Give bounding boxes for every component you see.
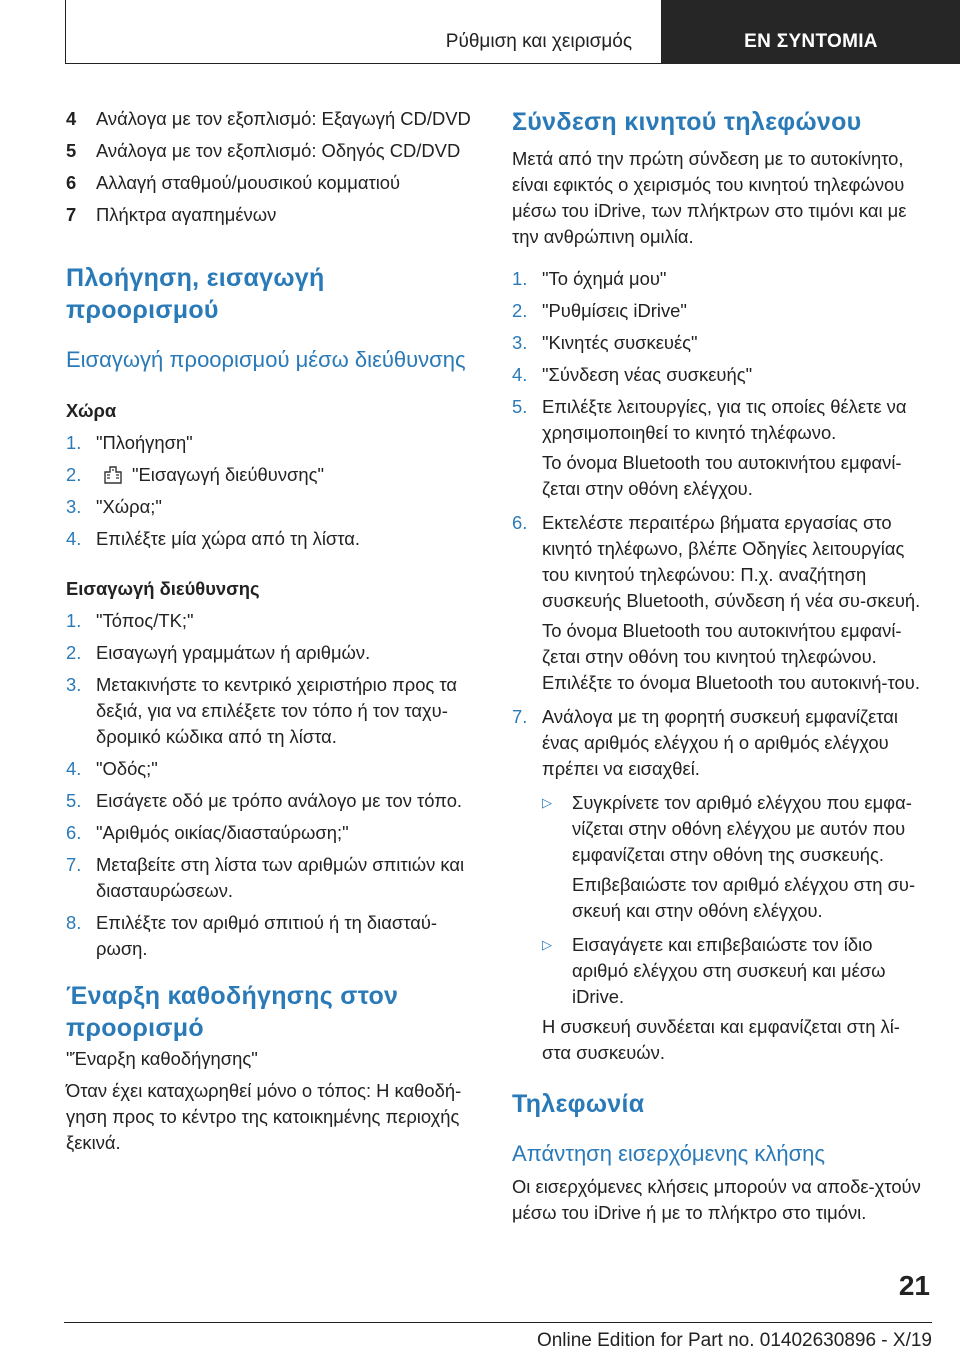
triangle-right-icon: ▷ xyxy=(542,795,552,810)
list-item: 4 Ανάλογα με τον εξοπλισμό: Εξαγωγή CD/DVD xyxy=(66,108,471,129)
list-item: 2. "Εισαγωγή διεύθυνσης" xyxy=(66,464,324,485)
left-column xyxy=(66,106,476,1156)
list-item: 7. Μεταβείτε στη λίστα των αριθμών σπιτιών και διασταυρώσεων. xyxy=(66,854,465,901)
final-note: Η συσκευή συνδέεται και εμφανίζεται στη λί-στα συσκευών. xyxy=(542,1016,900,1063)
list-item: 7 Πλήκτρα αγαπημένων xyxy=(66,204,277,225)
address-steps xyxy=(66,608,476,962)
list-item: 2. Εισαγωγή γραμμάτων ή αριθμών. xyxy=(66,642,371,663)
phone-intro: Μετά από την πρώτη σύνδεση με το αυτοκίνητο, είναι εφικτός ο χειρισμός του κινητού τηλεφώνου μέσω του iDrive, των πλήκτρων στο τιμόνι και με την ανθρώπινη ομιλία. xyxy=(512,148,907,247)
step5-note: Το όνομα Bluetooth του αυτοκινήτου εμφανί-ζεται στην οθόνη ελέγχου. xyxy=(542,452,902,499)
list-item: 5 Ανάλογα με τον εξοπλισμό: Οδηγός CD/DVD xyxy=(66,140,461,161)
header-frame xyxy=(65,0,662,64)
footer-edition: Online Edition for Part no. 01402630896 - X/19 xyxy=(536,1330,932,1351)
start-guidance-label: "Έναρξη καθοδήγησης" xyxy=(66,1048,258,1069)
bullet1-note: Επιβεβαιώστε τον αριθμό ελέγχου στη συ-σκευή και στην οθόνη ελέγχου. xyxy=(572,874,916,921)
phone-steps xyxy=(512,266,926,446)
list-item: 6. "Αριθμός οικίας/διασταύρωση;" xyxy=(66,822,349,843)
heading-navigation: Πλοήγηση, εισαγωγή προορισμού xyxy=(66,264,325,324)
list-item: 7. Ανάλογα με τη φορητή συσκευή εμφανίζεται ένας αριθμός ελέγχου ή ο αριθμός ελέγχου πρέπει να εισαχθεί. xyxy=(512,706,899,779)
heading-enter-address: Εισαγωγή διεύθυνσης xyxy=(66,578,260,599)
page-number: 21 xyxy=(898,1270,930,1301)
list-item: 8. Επιλέξτε τον αριθμό σπιτιού ή τη διασταύ-ρωση. xyxy=(66,912,438,959)
list-item: 2. "Ρυθμίσεις iDrive" xyxy=(512,300,687,321)
answer-call-text: Οι εισερχόμενες κλήσεις μπορούν να αποδε-χτούν μέσω του iDrive ή με το πλήκτρο στο τιμόνι. xyxy=(512,1176,921,1223)
start-guidance-text: Όταν έχει καταχωρηθεί μόνο ο τόπος: Η καθοδή-γηση προς το κέντρο της κατοικημένης περιοχής ξεκινά. xyxy=(66,1080,462,1153)
country-steps xyxy=(66,430,476,552)
control-legend-list xyxy=(66,106,476,228)
list-item: 1. "Πλοήγηση" xyxy=(66,432,193,453)
step6-note: Το όνομα Bluetooth του αυτοκινήτου εμφανί-ζεται στην οθόνη του κινητού τηλεφώνου. Επιλέξτε το όνομα Bluetooth του αυτοκινή-του. xyxy=(542,620,920,693)
list-item: 4. "Οδός;" xyxy=(66,758,158,779)
list-item: 5. Εισάγετε οδό με τρόπο ανάλογο με τον τόπο. xyxy=(66,790,463,811)
list-item: 3. "Χώρα;" xyxy=(66,496,162,517)
heading-start-guidance: Έναρξη καθοδήγησης στον προορισμό xyxy=(66,982,399,1042)
list-item: 6. Εκτελέστε περαιτέρω βήματα εργασίας στο κινητό τηλέφωνο, βλέπε Οδηγίες λειτουργίας του κινητού τηλεφώνου: Π.χ. αναζήτηση συσκευής Bluetooth, σύνδεση ή νέα συ-σκευή. xyxy=(512,512,921,611)
heading-address-entry: Εισαγωγή προορισμού μέσω διεύθυνσης xyxy=(66,347,466,372)
heading-country: Χώρα xyxy=(66,400,117,421)
heading-telephony: Τηλεφωνία xyxy=(512,1090,645,1118)
heading-phone-connection: Σύνδεση κινητού τηλεφώνου xyxy=(512,108,862,136)
right-column xyxy=(512,106,926,1226)
list-item: 6 Αλλαγή σταθμού/μουσικού κομματιού xyxy=(66,172,401,193)
list-item: 4. Επιλέξτε μία χώρα από τη λίστα. xyxy=(66,528,361,549)
list-item: 3. "Κινητές συσκευές" xyxy=(512,332,698,353)
bullet-item: ▷ Εισαγάγετε και επιβεβαιώστε τον ίδιο αριθμό ελέγχου στη συσκευή και μέσω iDrive. xyxy=(512,932,926,1010)
bullet-item: ▷ Συγκρίνετε τον αριθμό ελέγχου που εμφα-νίζεται στην οθόνη ελέγχου με αυτόν που εμφανίζεται στην οθόνη της συσκευής. xyxy=(512,790,926,868)
header-subtitle: Ρύθμιση και χειρισμός xyxy=(445,31,632,52)
list-item: 3. Μετακινήστε το κεντρικό χειριστήριο προς τα δεξιά, για να επιλέξετε τον τόπο ή τον ταχυ-δρομικό κώδικα από τη λίστα. xyxy=(66,674,458,747)
list-item: 1. "Το όχημά μου" xyxy=(512,268,667,289)
heading-answer-call: Απάντηση εισερχόμενης κλήσης xyxy=(512,1141,825,1166)
list-item: 4. "Σύνδεση νέας συσκευής" xyxy=(512,364,753,385)
triangle-right-icon: ▷ xyxy=(542,937,552,952)
list-item: 5. Επιλέξτε λειτουργίες, για τις οποίες θέλετε να χρησιμοποιηθεί το κινητό τηλέφωνο. xyxy=(512,396,907,443)
list-item: 1. "Τόπος/ΤΚ;" xyxy=(66,610,194,631)
footer-divider xyxy=(64,1322,932,1323)
section-tab: EN ΣΥΝΤΟΜΙΑ xyxy=(662,0,960,64)
destination-flag-icon xyxy=(102,464,124,484)
